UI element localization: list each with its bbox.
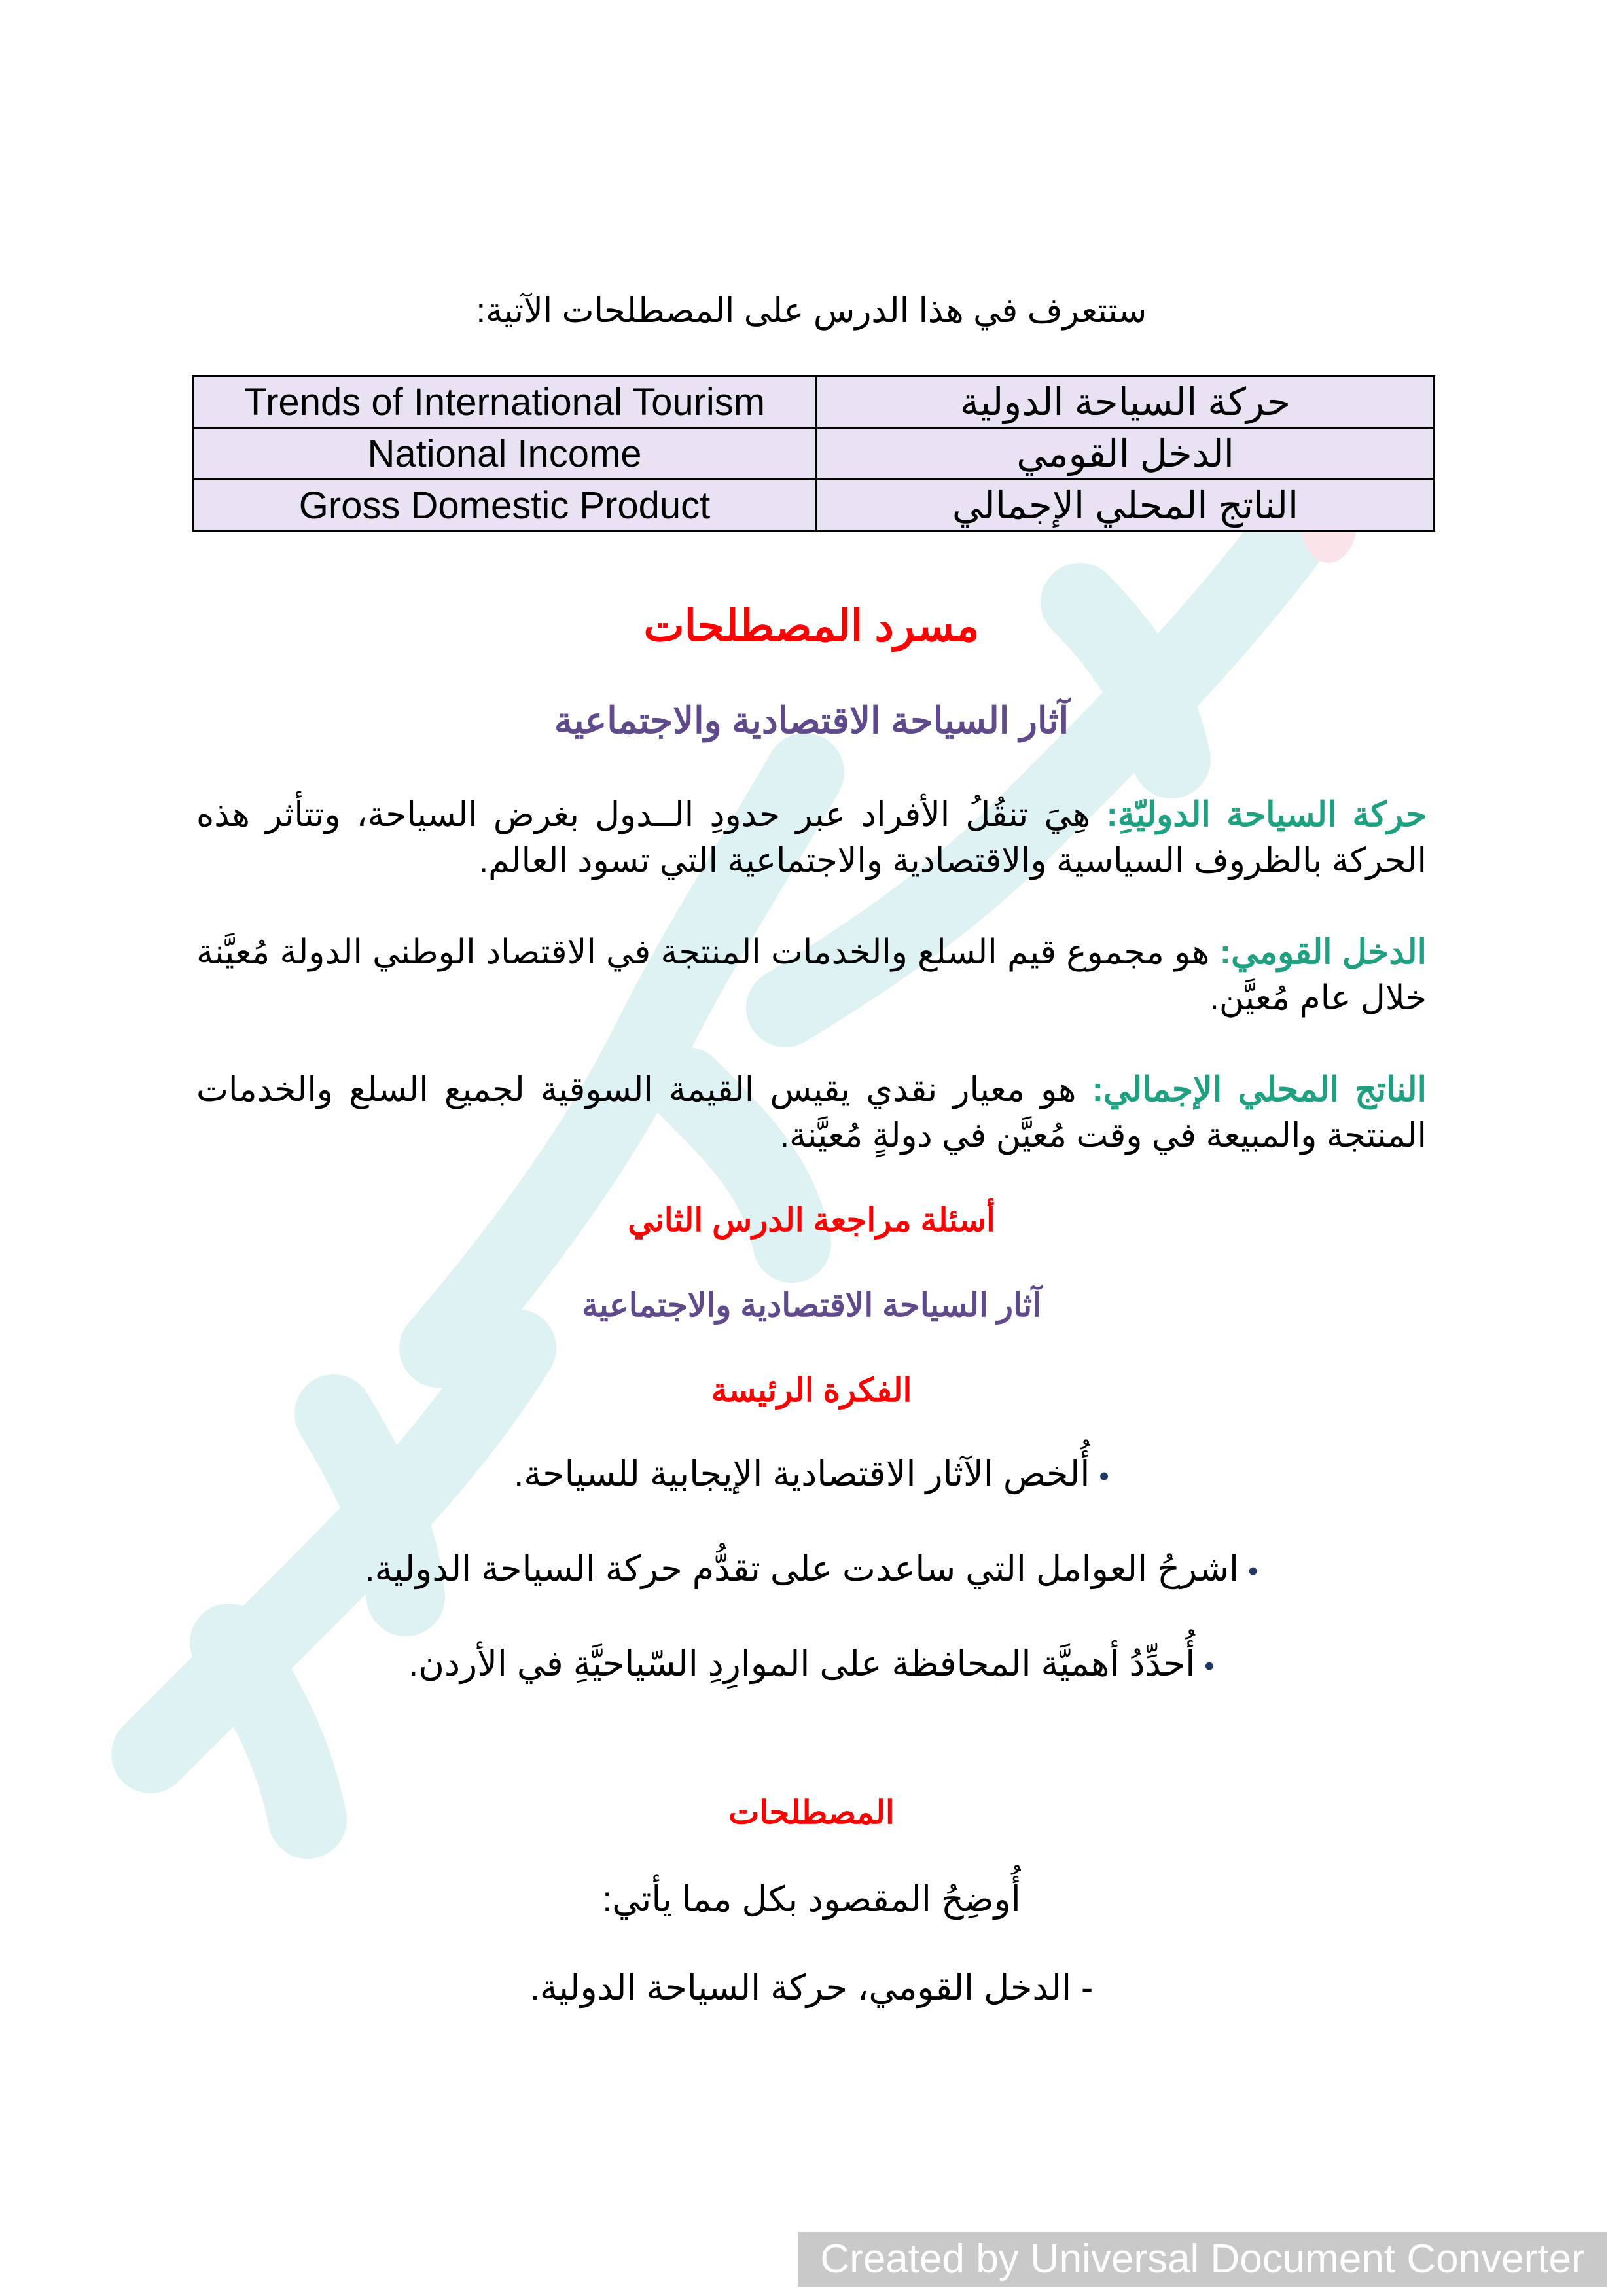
term-arabic: حركة السياحة الدولية [817,376,1435,428]
bullet-icon: • [1247,1555,1258,1587]
term-english: Trends of International Tourism [193,376,817,428]
definition-gdp [196,1067,1427,1158]
terms-heading: المصطلحات [728,1794,895,1831]
bullet-icon: • [1099,1460,1109,1492]
table-row [193,428,1435,480]
definition-international-tourism [196,792,1427,884]
intro-text: ستتعرف في هذا الدرس على المصطلحات الآتية: [476,292,1147,330]
term-arabic: الدخل القومي [817,428,1435,480]
list-item: •اشرحُ العوامل التي ساعدت على تقدُّم حركة السياحة الدولية. [365,1549,1258,1588]
converter-footer: Created by Universal Document Converter [798,2232,1607,2287]
bullet-list [0,1453,1623,1738]
term-arabic: الناتج المحلي الإجمالي [817,480,1435,531]
terms-table [192,375,1435,532]
definition-term: الناتج المحلي الإجمالي: [1092,1071,1427,1109]
definition-national-income [196,929,1427,1021]
definition-text: هِيَ تنقُلُ الأفراد عبر حدودِ الــدول بغرض السياحة، وتتأثر هذه الحركة بالظروف السياسية والاقتصادية والاجتماعية التي تسود العالم. [196,796,1427,880]
bullet-icon: • [1204,1650,1215,1682]
main-idea-heading: الفكرة الرئيسة [711,1372,912,1408]
definition-term: حركة السياحة الدوليّةِ: [1106,796,1427,834]
definition-text: هو معيار نقدي يقيس القيمة السوقية لجميع السلع والخدمات المنتجة والمبيعة في وقت مُعيَّن في دولةٍ مُعيَّنة. [196,1071,1427,1155]
review-title: أسئلة مراجعة الدرس الثاني [628,1202,995,1238]
term-english: National Income [193,428,817,480]
list-item: •أُلخص الآثار الاقتصادية الإيجابية للسياحة. [514,1454,1109,1494]
explain-instruction: أُوضِحُ المقصود بكل مما يأتي: [602,1880,1021,1919]
definition-text: هو مجموع قيم السلع والخدمات المنتجة في الاقتصاد الوطني الدولة مُعيَّنة خلال عام مُعيَّن. [196,933,1427,1017]
table-row [193,480,1435,531]
section-subtitle-2: آثار السياحة الاقتصادية والاجتماعية [581,1287,1042,1323]
section-subtitle: آثار السياحة الاقتصادية والاجتماعية [554,700,1069,741]
list-item: •أُحدِّدُ أهميَّة المحافظة على الموارِدِ السّياحيَّةِ في الأردن. [408,1644,1215,1683]
table-row [193,376,1435,428]
definition-term: الدخل القومي: [1219,933,1427,971]
glossary-title: مسرد المصطلحات [643,601,980,650]
term-english: Gross Domestic Product [193,480,817,531]
explain-item: - الدخل القومي، حركة السياحة الدولية. [529,1968,1094,2007]
